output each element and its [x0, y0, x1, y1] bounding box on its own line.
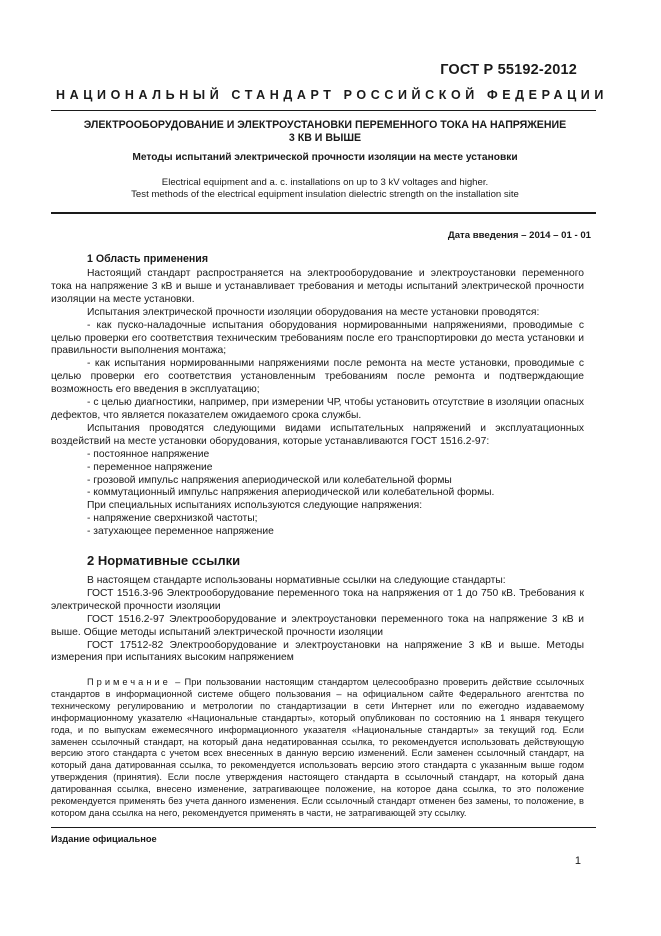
- gost-number: ГОСТ Р 55192-2012: [440, 62, 577, 78]
- note-paragraph: [51, 677, 584, 820]
- normative-reference: ГОСТ 1516.3-96 Электрооборудование переменного тока на напряжения от 1 до 750 кВ. Требования к электрической прочности изоляции: [51, 587, 584, 612]
- section-1-paragraph: Испытания проводятся следующими видами испытательных напряжений и эксплуатационных воздействий на месте установки оборудования, которые устанавливаются ГОСТ 1516.2-97:: [51, 422, 584, 447]
- top-divider: [51, 110, 596, 111]
- section-2-body: [51, 575, 584, 665]
- national-standard-banner: НАЦИОНАЛЬНЫЙ СТАНДАРТ РОССИЙСКОЙ ФЕДЕРАЦИИ: [56, 88, 608, 102]
- title-line-2: 3 КВ И ВЫШЕ: [288, 131, 362, 144]
- section-1-paragraph: Настоящий стандарт распространяется на электрооборудование и электроустановки переменного тока на напряжение 3 кВ и выше и устанавливает требования и методы испытаний электрической прочности изоляции на месте установки.: [51, 268, 584, 305]
- section-1-list-item: - затухающее переменное напряжение: [87, 526, 274, 538]
- official-edition-label: Издание официальное: [51, 834, 157, 844]
- section-1-list-item: - с целью диагностики, например, при измерении ЧР, чтобы установить отсутствие в изоляции опасных дефектов, что является показателем ожидаемого срока службы.: [51, 397, 584, 421]
- section-1-heading: 1 Область применения: [87, 253, 209, 265]
- section-1-list-item: - коммутационный импульс напряжения апериодической или колебательной формы.: [87, 487, 495, 499]
- title-divider: [51, 212, 596, 214]
- page-number: 1: [574, 855, 581, 867]
- section-1-list-item: - как испытания нормированными напряжениями после ремонта на месте установки, проводимые с целью проверки его соответствия установленным требованиям после ремонта и подтверждающие возможность его введения в эксплуатацию;: [51, 358, 584, 396]
- section-1-paragraph: Испытания электрической прочности изоляции оборудования на месте установки проводятся:: [87, 306, 540, 318]
- footer-divider: [51, 827, 596, 828]
- section-1-list-item: - постоянное напряжение: [87, 448, 210, 460]
- english-title: [60, 177, 590, 200]
- note-label: Примечание: [87, 677, 171, 687]
- english-title-line-1: Electrical equipment and a. c. installations on up to 3 kV voltages and higher.: [161, 177, 489, 188]
- normative-reference: ГОСТ 17512-82 Электрооборудование и электроустановки на напряжение 3 кВ и выше. Методы измерения при испытаниях высоким напряжением: [51, 639, 584, 664]
- section-1-body: [51, 268, 584, 539]
- section-2-paragraph: В настоящем стандарте использованы нормативные ссылки на следующие стандарты:: [87, 575, 506, 586]
- document-subtitle: Методы испытаний электрической прочности изоляции на месте установки: [132, 152, 518, 163]
- title-line-1: ЭЛЕКТРООБОРУДОВАНИЕ И ЭЛЕКТРОУСТАНОВКИ ПЕРЕМЕННОГО ТОКА НА НАПРЯЖЕНИЕ: [83, 119, 567, 131]
- introduction-date: Дата введения – 2014 – 01 - 01: [447, 230, 591, 241]
- section-1-list-item: - грозовой импульс напряжения апериодической или колебательной формы: [87, 474, 452, 486]
- document-title: [60, 119, 590, 144]
- section-1-list-item: - переменное напряжение: [87, 461, 213, 473]
- section-1-paragraph: При специальных испытаниях используются следующие напряжения:: [87, 500, 423, 512]
- note-text: – При пользовании настоящим стандартом целесообразно проверить действие ссылочных стандартов в информационной системе общего пользования – на официальном сайте Федерального агентства по техническому регулированию и метрологии по стандартизации в сети Интернет или по ежегодно издаваемому информационному указателю «Национальные стандарты», который опубликован по состоянию на 1 января текущего года, и по выпускам ежемесячного информационного указателя «Национальные стандарты» за текущий год. Если заменен ссылочный стандарт, на который дана недатированная ссылка, то рекомендуется использовать действующую версию этого стандарта с учетом всех внесенных в данную версию изменений. Если заменен ссылочный стандарт, на который дана датированная ссылка, то рекомендуется использовать версию этого стандарта с указанным выше годом утверждения (принятия). Если после утверждения настоящего стандарта в ссылочный стандарт, на который дана датированная ссылка, внесено изменение, затрагивающее положение, на которое дана ссылка, то это положение рекомендуется применять без учета данного изменения. Если ссылочный стандарт отменен без замены, то положение, в котором дана ссылка на него, рекомендуется применять в части, не затрагивающей эту ссылку.: [51, 677, 584, 818]
- section-2-heading: 2 Нормативные ссылки: [87, 553, 241, 568]
- english-title-line-2: Test methods of the electrical equipment insulation dielectric strength on the installation site: [131, 188, 519, 200]
- section-1-list-item: - как пуско-наладочные испытания оборудования нормированными напряжениями, проводимые с целью проверки его соответствия техническим требованиям после его транспортировки до места установки и правильности выполнения монтажа;: [51, 319, 584, 357]
- normative-reference: ГОСТ 1516.2-97 Электрооборудование и электроустановки переменного тока на напряжение 3 кВ и выше. Общие методы испытаний электрической прочности изоляции: [51, 613, 584, 638]
- section-1-list-item: - напряжение сверхнизкой частоты;: [87, 513, 258, 525]
